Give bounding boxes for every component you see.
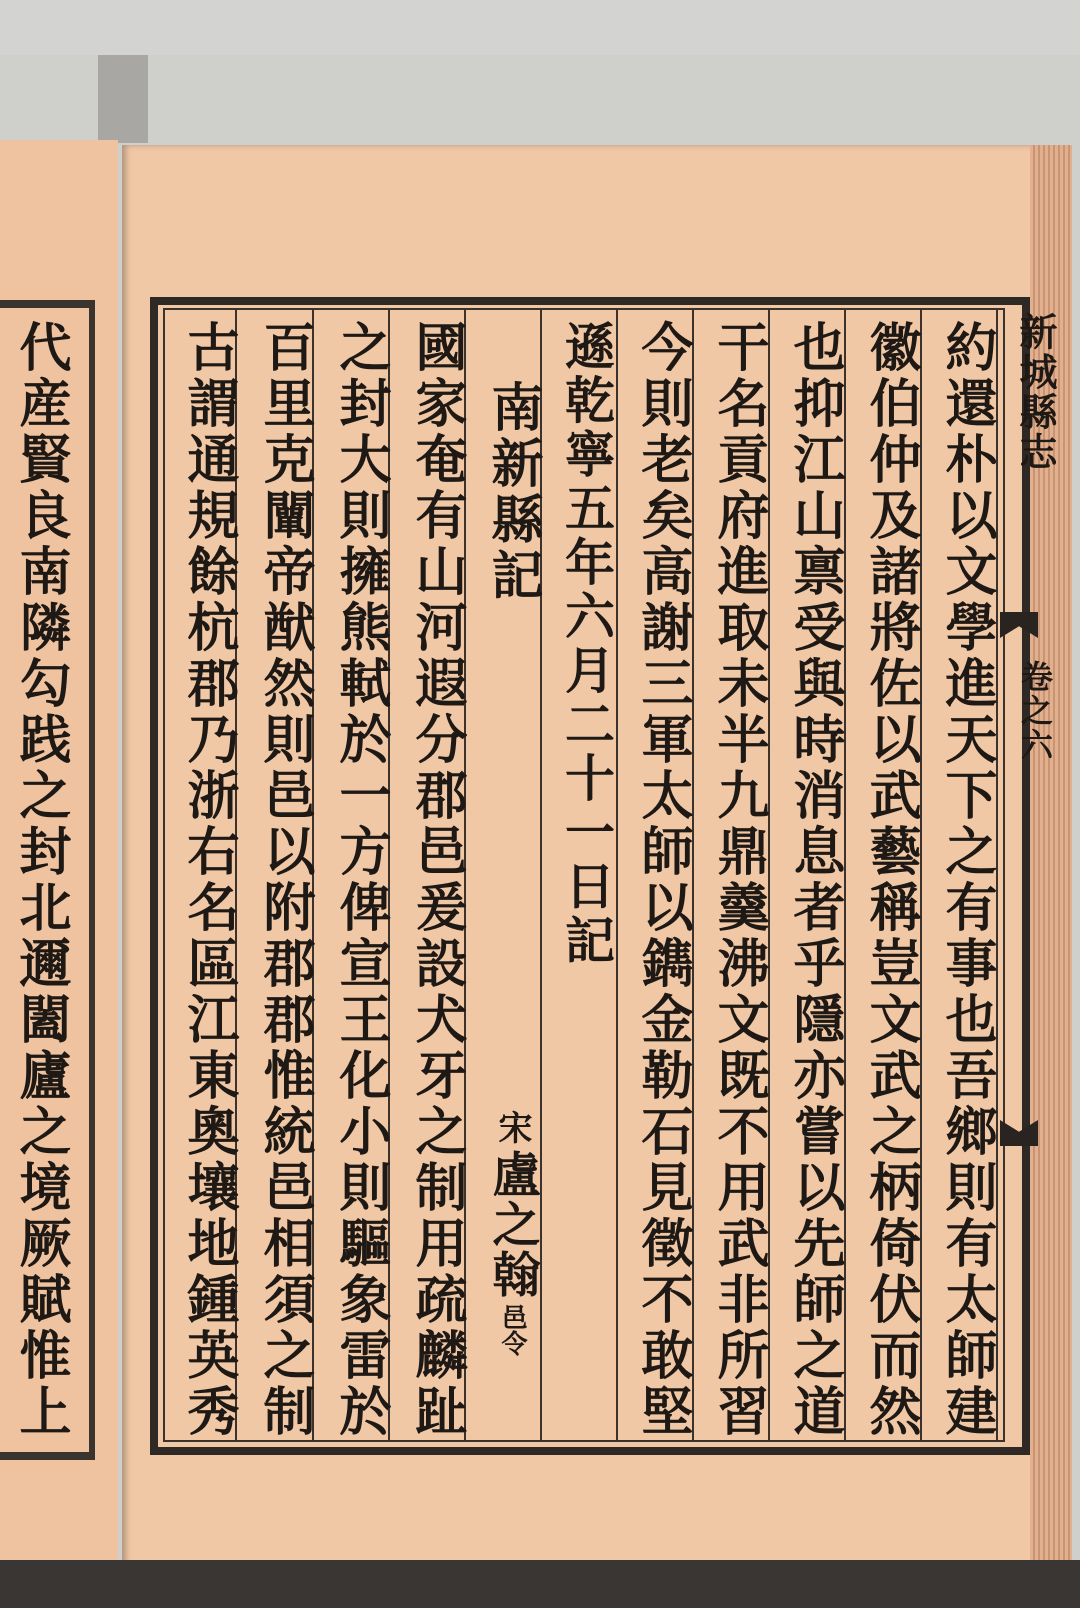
text-column: 也抑江山禀受與時消息者乎隱亦嘗以先師之道 <box>784 320 845 1440</box>
author-dynasty: 宋 <box>492 1110 532 1144</box>
date-column: 遜乾寧五年六月二十一日記 <box>557 320 616 968</box>
article-title: 南新縣記 <box>482 380 543 604</box>
top-bar <box>0 0 1080 55</box>
table-surface <box>0 1560 1080 1608</box>
book-spine <box>98 55 148 143</box>
author-block <box>480 1110 544 1356</box>
body-column: 之封大則擁熊軾於一方俾宣王化小則驅象雷於 <box>330 320 391 1440</box>
text-column: 今則老矣高謝三軍太師以鐫金勒石見徵不敢堅 <box>632 320 693 1440</box>
book-title: 新城縣志 <box>1013 312 1058 472</box>
text-column: 約還朴以文學進天下之有事也吾鄉則有太師建 <box>936 320 997 1440</box>
section-label: 卷之六 <box>1016 660 1054 762</box>
left-page-column: 代産賢良南隣勾践之封北邇闔廬之境厥賦惟上 <box>10 320 71 1440</box>
author-role: 邑令 <box>497 1304 527 1357</box>
text-column: 徽伯仲及諸將佐以武藝稱豈文武之柄倚伏而然 <box>860 320 921 1440</box>
page-header <box>1006 312 1064 472</box>
body-column: 古謂通規餘杭郡乃浙右名區江東奧壤地鍾英秀 <box>178 320 239 1440</box>
body-column: 百里克闡帝猷然則邑以附郡郡惟統邑相須之制 <box>254 320 315 1440</box>
text-column: 干名貢府進取未半九鼎羹沸文既不用武非所習 <box>708 320 769 1440</box>
body-column: 國家奄有山河遐分郡邑爰設犬牙之制用疏麟趾 <box>406 320 467 1440</box>
author-name: 盧之翰 <box>484 1149 540 1300</box>
